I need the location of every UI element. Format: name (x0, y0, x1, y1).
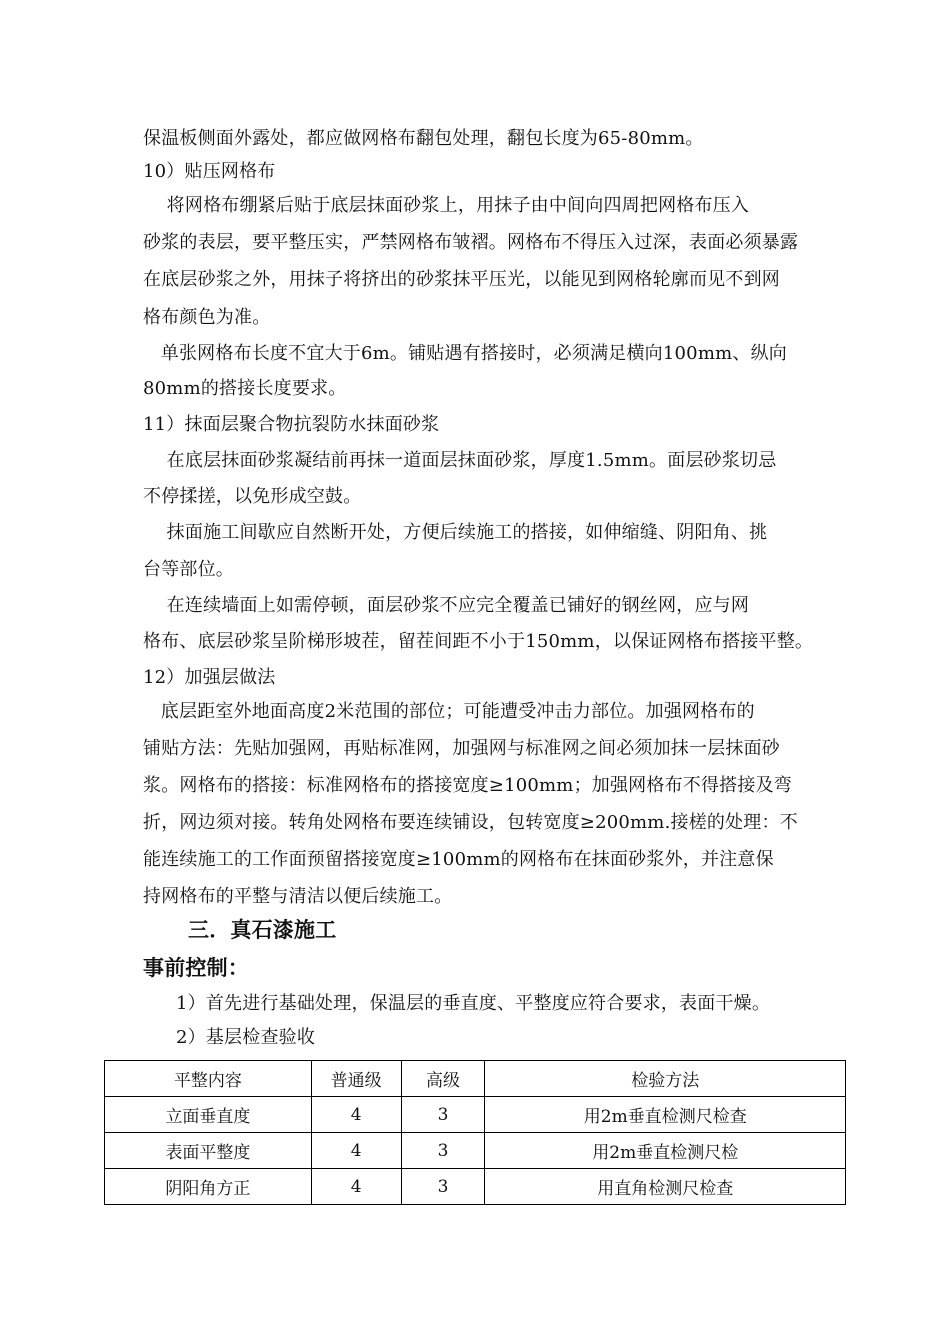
table-cell: 3 (401, 1097, 485, 1133)
list-item-2: 2）基层检查验收 (176, 1027, 316, 1048)
table-cell: 用2m垂直检测尺检 (485, 1133, 846, 1169)
paragraph-line: 浆。网格布的搭接：标准网格布的搭接宽度≥100mm；加强网格布不得搭接及弯 (143, 775, 792, 796)
table-cell: 4 (311, 1097, 401, 1133)
table-cell: 用直角检测尺检查 (485, 1169, 846, 1205)
paragraph-line: 砂浆的表层，要平整压实，严禁网格布皱褶。网格布不得压入过深，表面必须暴露 (143, 232, 799, 253)
subsection-title: 事前控制： (143, 956, 249, 980)
table-cell: 4 (311, 1169, 401, 1205)
paragraph-line: 保温板侧面外露处，都应做网格布翻包处理，翻包长度为65-80mm。 (143, 128, 704, 149)
table-row (105, 1097, 846, 1133)
paragraph-line: 抹面施工间歇应自然断开处，方便后续施工的搭接，如伸缩缝、阴阳角、挑 (143, 522, 768, 543)
inspection-table (104, 1060, 846, 1205)
paragraph-line: 在底层砂浆之外，用抹子将挤出的砂浆抹平压光，以能见到网格轮廓而见不到网 (143, 269, 780, 290)
paragraph-line: 单张网格布长度不宜大于6m。铺贴遇有搭接时，必须满足横向100mm、纵向 (143, 343, 787, 364)
paragraph-line: 在底层抹面砂浆凝结前再抹一道面层抹面砂浆，厚度1.5mm。面层砂浆切忌 (143, 450, 777, 471)
table-cell: 3 (401, 1169, 485, 1205)
paragraph-line: 80mm的搭接长度要求。 (143, 378, 347, 399)
table-cell: 表面平整度 (105, 1133, 312, 1169)
paragraph-line: 能连续施工的工作面预留搭接宽度≥100mm的网格布在抹面砂浆外，并注意保 (143, 849, 774, 870)
paragraph-line: 格布颜色为准。 (143, 307, 271, 328)
heading-step-11: 11）抹面层聚合物抗裂防水抹面砂浆 (143, 414, 440, 435)
heading-step-10: 10）贴压网格布 (143, 161, 276, 182)
table-cell: 3 (401, 1133, 485, 1169)
paragraph-line: 台等部位。 (143, 559, 234, 580)
table-cell: 用2m垂直检测尺检查 (485, 1097, 846, 1133)
table-cell: 立面垂直度 (105, 1097, 312, 1133)
paragraph-line: 不停揉搓，以免形成空鼓。 (143, 486, 362, 507)
paragraph-line: 持网格布的平整与清洁以便后续施工。 (143, 886, 453, 907)
table-header-row (105, 1061, 846, 1097)
table-cell: 4 (311, 1133, 401, 1169)
table-header-cell: 普通级 (311, 1061, 401, 1097)
table-header-cell: 高级 (401, 1061, 485, 1097)
paragraph-line: 将网格布绷紧后贴于底层抹面砂浆上，用抹子由中间向四周把网格布压入 (143, 195, 750, 216)
paragraph-line: 折，网边须对接。转角处网格布要连续铺设，包转宽度≥200mm.接槎的处理：不 (143, 812, 798, 833)
section-title: 三．真石漆施工 (188, 918, 337, 942)
table-header-cell: 平整内容 (105, 1061, 312, 1097)
table-row (105, 1169, 846, 1205)
paragraph-line: 铺贴方法：先贴加强网，再贴标准网，加强网与标准网之间必须加抹一层抹面砂 (143, 738, 780, 759)
heading-step-12: 12）加强层做法 (143, 667, 276, 688)
table-header-cell: 检验方法 (485, 1061, 846, 1097)
table-row (105, 1133, 846, 1169)
paragraph-line: 在连续墙面上如需停顿，面层砂浆不应完全覆盖已铺好的钢丝网，应与网 (143, 595, 750, 616)
paragraph-line: 格布、底层砂浆呈阶梯形坡茬，留茬间距不小于150mm，以保证网格布搭接平整。 (143, 631, 814, 652)
list-item-1: 1）首先进行基础处理，保温层的垂直度、平整度应符合要求，表面干燥。 (176, 993, 771, 1014)
paragraph-line: 底层距室外地面高度2米范围的部位；可能遭受冲击力部位。加强网格布的 (143, 701, 755, 722)
table-cell: 阴阳角方正 (105, 1169, 312, 1205)
